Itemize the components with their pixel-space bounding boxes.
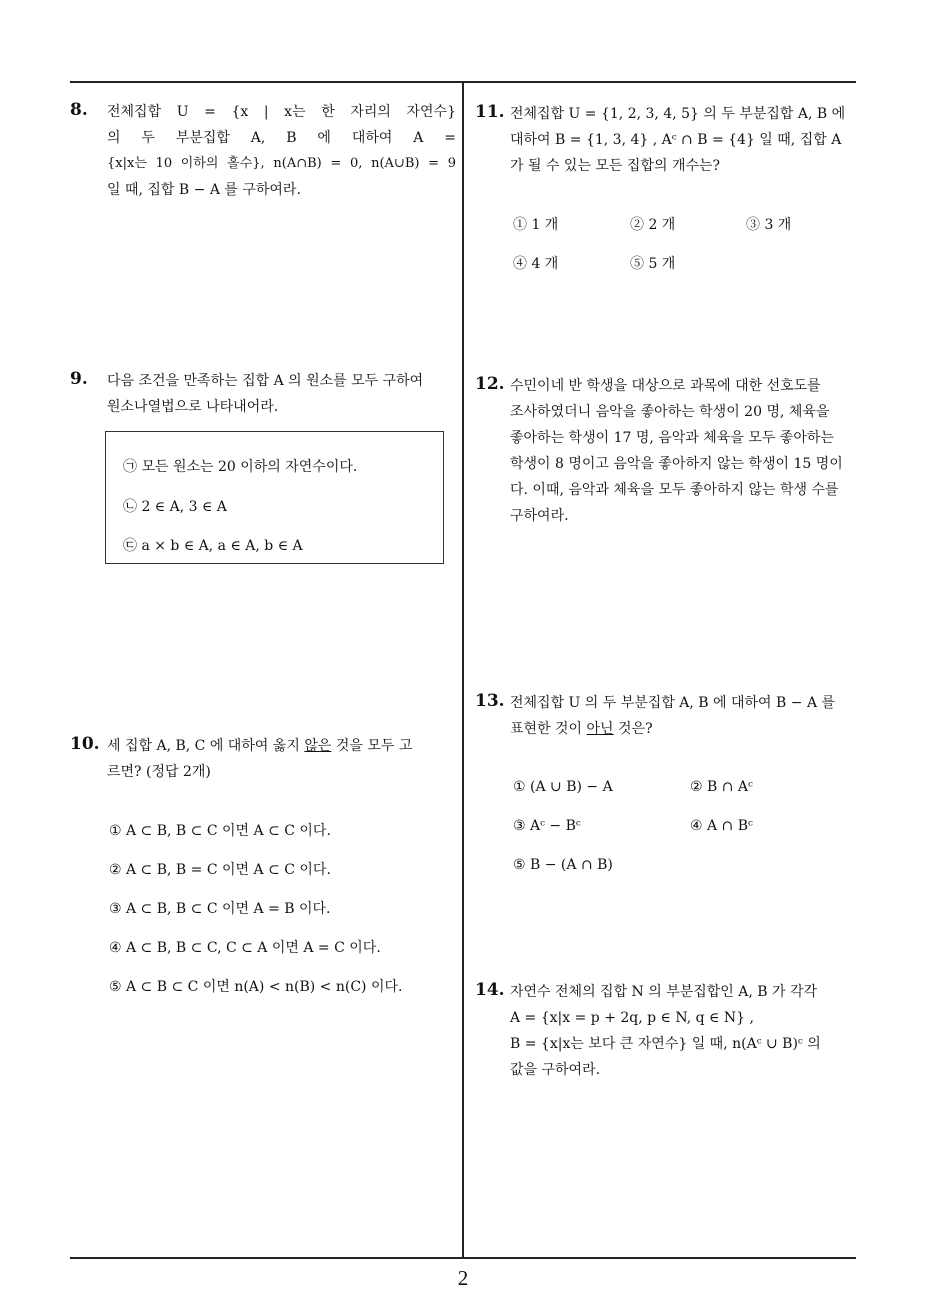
question-text-line: 가 될 수 있는 모든 집합의 개수는?	[510, 158, 721, 174]
question-number: 13.	[475, 691, 505, 711]
question-text-line: 다. 이때, 음악과 체육을 모두 좋아하지 않는 학생 수를	[510, 482, 839, 498]
condition-item: ㉠ 모든 원소는 20 이하의 자연수이다.	[123, 459, 358, 475]
question-text-line: 원소나열법으로 나타내어라.	[107, 399, 279, 415]
answer-option[interactable]: ④ A ⊂ B, B ⊂ C, C ⊂ A 이면 A = C 이다.	[109, 940, 381, 956]
question-text-line: 자연수 전체의 집합 N 의 부분집합인 A, B 가 각각	[510, 984, 818, 1000]
answer-option[interactable]: ⑤ B − (A ∩ B)	[513, 857, 613, 873]
question-8	[70, 99, 456, 203]
answer-option[interactable]: ④ A ∩ Bᶜ	[690, 818, 753, 834]
question-9	[70, 368, 456, 420]
answer-option[interactable]: ⑤ 5 개	[630, 256, 676, 272]
answer-option[interactable]: ③ Aᶜ − Bᶜ	[513, 818, 581, 834]
question-text-part: 세 집합 A, B, C 에 대하여 옳지	[107, 738, 305, 754]
condition-item: ㉡ 2 ∈ A, 3 ∈ A	[123, 499, 227, 515]
question-text-line: 구하여라.	[510, 508, 569, 524]
underlined-word: 아닌	[586, 721, 614, 737]
question-text-line: 르면? (정답 2개)	[107, 764, 211, 780]
question-text-line	[107, 733, 456, 759]
question-11	[475, 101, 860, 179]
answer-option[interactable]: ④ 4 개	[513, 256, 559, 272]
question-text-line: 의 두 부분집합 A, B 에 대하여 A =	[107, 130, 456, 146]
answer-option[interactable]: ① (A ∪ B) − A	[513, 779, 613, 795]
answer-option[interactable]: ⑤ A ⊂ B ⊂ C 이면 n(A) < n(B) < n(C) 이다.	[109, 979, 403, 995]
question-text-line: {x|x는 10 이하의 홀수}, n(A∩B) = 0, n(A∪B) = 9	[107, 156, 456, 171]
question-text-line: 조사하였더니 음악을 좋아하는 학생이 20 명, 체육을	[510, 404, 830, 420]
answer-option[interactable]: ① A ⊂ B, B ⊂ C 이면 A ⊂ C 이다.	[109, 823, 331, 839]
answer-option[interactable]: ③ A ⊂ B, B ⊂ C 이면 A = B 이다.	[109, 901, 331, 917]
question-text-line: 전체집합 U = {x | x는 한 자리의 자연수}	[107, 104, 456, 120]
answer-option[interactable]: ① 1 개	[513, 217, 559, 233]
question-text-line	[510, 716, 860, 742]
question-text-line: B = {x|x는 보다 큰 자연수} 일 때, n(Aᶜ ∪ B)ᶜ 의	[510, 1036, 821, 1052]
question-text-line: 다음 조건을 만족하는 집합 A 의 원소를 모두 구하여	[107, 373, 424, 389]
answer-option[interactable]: ③ 3 개	[746, 217, 792, 233]
question-text-part: 것은?	[613, 721, 653, 737]
underlined-word: 않은	[304, 738, 332, 754]
question-text-line: 일 때, 집합 B − A 를 구하여라.	[107, 182, 301, 198]
condition-box	[105, 431, 444, 564]
question-number: 14.	[475, 980, 505, 1000]
question-13	[475, 690, 860, 742]
page-number: 2	[457, 1266, 469, 1290]
question-text-line: 학생이 8 명이고 음악을 좋아하지 않는 학생이 15 명이	[510, 456, 843, 472]
question-text-line: 대하여 B = {1, 3, 4} , Aᶜ ∩ B = {4} 일 때, 집합 A	[510, 132, 842, 148]
bottom-rule	[70, 1257, 856, 1259]
column-divider	[462, 82, 464, 1258]
question-text-line: 전체집합 U 의 두 부분집합 A, B 에 대하여 B − A 를	[510, 695, 836, 711]
question-text-line: 전체집합 U = {1, 2, 3, 4, 5} 의 두 부분집합 A, B 에	[510, 106, 846, 122]
answer-option[interactable]: ② A ⊂ B, B = C 이면 A ⊂ C 이다.	[109, 862, 331, 878]
answer-option[interactable]: ② B ∩ Aᶜ	[690, 779, 753, 795]
question-text-line: 수민이네 반 학생을 대상으로 과목에 대한 선호도를	[510, 378, 821, 394]
question-text-line: 좋아하는 학생이 17 명, 음악과 체육을 모두 좋아하는	[510, 430, 834, 446]
question-number: 11.	[475, 102, 505, 122]
question-14	[475, 979, 860, 1083]
question-12	[475, 373, 860, 529]
question-number: 8.	[70, 100, 88, 120]
question-number: 12.	[475, 374, 505, 394]
answer-option[interactable]: ② 2 개	[630, 217, 676, 233]
question-text-part: 표현한 것이	[510, 721, 587, 737]
question-text-line: 값을 구하여라.	[510, 1062, 601, 1078]
question-number: 9.	[70, 369, 88, 389]
question-text-line: A = {x|x = p + 2q, p ∈ N, q ∈ N} ,	[510, 1010, 754, 1026]
question-text-part: 것을 모두 고	[331, 738, 413, 754]
question-10	[70, 733, 456, 785]
condition-item: ㉢ a × b ∈ A, a ∈ A, b ∈ A	[123, 538, 303, 554]
question-number: 10.	[70, 734, 100, 754]
